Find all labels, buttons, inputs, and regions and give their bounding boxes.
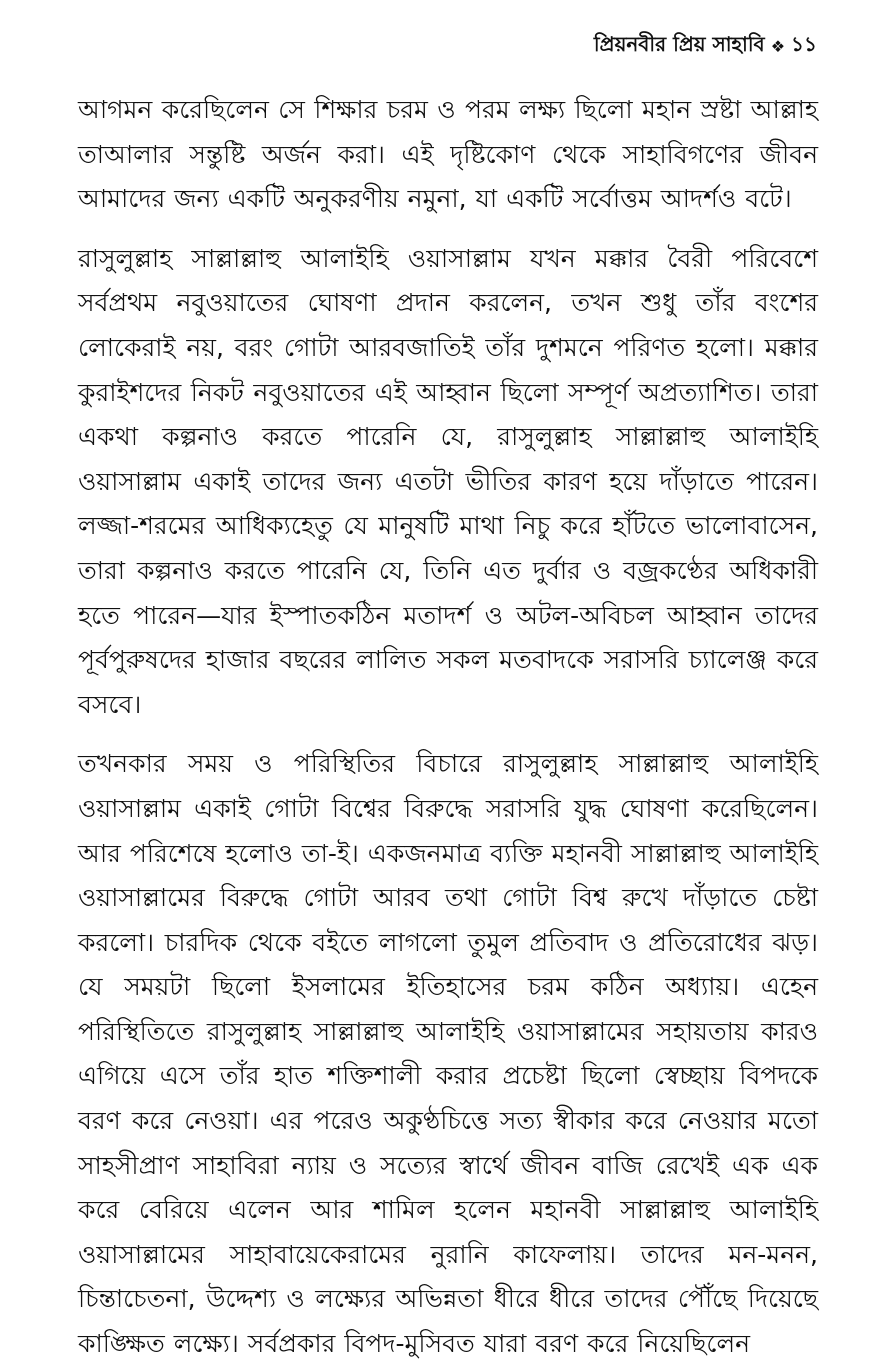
paragraph: রাসুলুল্লাহ সাল্লাল্লাহু আলাইহি ওয়াসাল্লাম যখন মক্কার বৈরী পরিবেশে সর্বপ্রথম নবুওয়াতের ঘোষণা প্রদান করলেন, তখন শুধু তাঁর বংশের লোকেরাই নয়, বরং গোটা আরবজাতিই তাঁর দুশমনে পরিণত হলো। মক্কার কুরাইশদের নিকট নবুওয়াতের এই আহ্বান ছিলো সম্পূর্ণ অপ্রত্যাশিত। তারা একথা কল্পনাও করতে পারেনি যে, রাসুলুল্লাহ সাল্লাল্লাহু আলাইহি ওয়াসাল্লাম একাই তাদের জন্য এতটা ভীতির কারণ হয়ে দাঁড়াতে পারেন। লজ্জা-শরমের আধিক্যহেতু যে মানুষটি মাথা নিচু করে হাঁটতে ভালোবাসেন, তারা কল্পনাও করতে পারেনি যে, তিনি এত দুর্বার ও বজ্রকণ্ঠের অধিকারী হতে পারেন—যার ইস্পাতকঠিন মতাদর্শ ও অটল-অবিচল আহ্বান তাদের পূর্বপুরুষদের হাজার বছরের লালিত সকল মতবাদকে সরাসরি চ্যালেঞ্জ করে বসবে।: [78, 243, 818, 719]
paragraph: তখনকার সময় ও পরিস্থিতির বিচারে রাসুলুল্লাহ সাল্লাল্লাহু আলাইহি ওয়াসাল্লাম একাই গোটা বিশ্বের বিরুদ্ধে সরাসরি যুদ্ধ ঘোষণা করেছিলেন। আর পরিশেষে হলোও তা-ই। একজনমাত্র ব্যক্তি মহানবী সাল্লাল্লাহু আলাইহি ওয়াসাল্লামের বিরুদ্ধে গোটা আরব তথা গোটা বিশ্ব রুখে দাঁড়াতে চেষ্টা করলো। চারদিক থেকে বইতে লাগলো তুমুল প্রতিবাদ ও প্রতিরোধের ঝড়। যে সময়টা ছিলো ইসলামের ইতিহাসের চরম কঠিন অধ্যায়। এহেন পরিস্থিতিতে রাসুলুল্লাহ সাল্লাল্লাহু আলাইহি ওয়াসাল্লামের সহায়তায় কারও এগিয়ে এসে তাঁর হাত শক্তিশালী করার প্রচেষ্টা ছিলো স্বেচ্ছায় বিপদকে বরণ করে নেওয়া। এর পরেও অকুণ্ঠচিত্তে সত্য স্বীকার করে নেওয়ার মতো সাহসীপ্রাণ সাহাবিরা ন্যায় ও সত্যের স্বার্থে জীবন বাজি রেখেই এক এক করে বেরিয়ে এলেন আর শামিল হলেন মহানবী সাল্লাল্লাহু আলাইহি ওয়াসাল্লামের সাহাবায়েকেরামের নুরানি কাফেলায়। তাদের মন-মনন, চিন্তাচেতনা, উদ্দেশ্য ও লক্ষ্যের অভিন্নতা ধীরে ধীরে তাদের পৌঁছে দিয়েছে কাঙ্ক্ষিত লক্ষ্যে। সর্বপ্রকার বিপদ-মুসিবত যারা বরণ করে নিয়েছিলেন: [78, 749, 818, 1359]
body-text: [78, 88, 818, 1367]
page-number: ১১: [791, 32, 817, 56]
book-title: প্রিয়নবীর প্রিয় সাহাবি: [593, 32, 765, 56]
running-header: [594, 30, 817, 63]
ornament-separator: ❖: [770, 37, 786, 56]
paragraph: আগমন করেছিলেন সে শিক্ষার চরম ও পরম লক্ষ্য ছিলো মহান স্রষ্টা আল্লাহ তাআলার সন্তুষ্টি অর্জন করা। এই দৃষ্টিকোণ থেকে সাহাবিগণের জীবন আমাদের জন্য একটি অনুকরণীয় নমুনা, যা একটি সর্বোত্তম আদর্শও বটে।: [78, 95, 818, 214]
